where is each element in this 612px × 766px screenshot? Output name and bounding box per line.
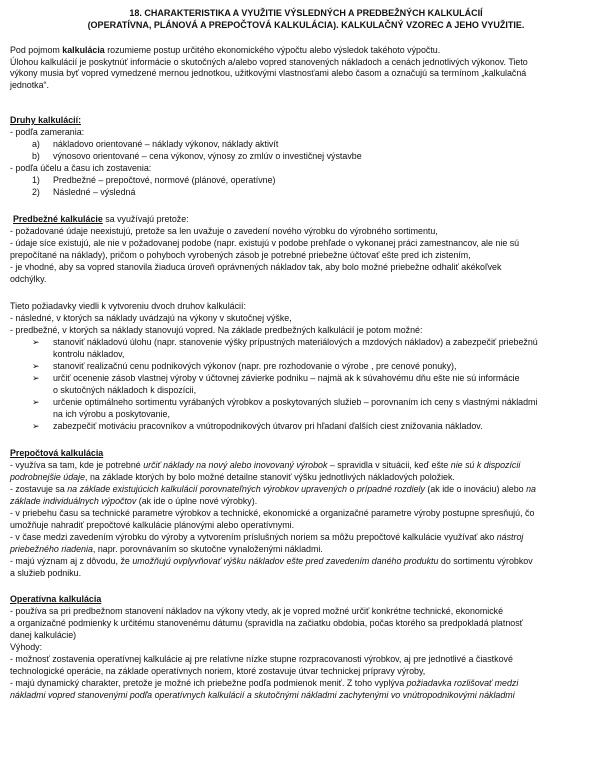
prepoctova-line-3: - zostavuje sa na základe existujúcich kalkulácií porovnateľných výrobkov upravených o prípadné rozdiely (ak ide o inováciu) alebo na (10, 484, 536, 494)
poziadavky-bullet-3-line-2: o skutočných nákladoch k dispozícii, (53, 385, 197, 395)
prepoctova-line-5: - v priebehu času sa technické parametre výrobkov a technické, ekonomické a organizačné parametre výroby postupne spresňujú, čo (10, 508, 535, 518)
druhy-item-2: Následné – výsledná (53, 187, 136, 197)
druhy-item-2-label: 2) (32, 187, 40, 197)
poziadavky-bullet-1-line-1: stanoviť nákladovú úlohu (napr. stanovenie výšky prípustných materiálových a mzdových nákladov) a zabezpečiť priebežnú (53, 337, 538, 347)
prepoctova-line-8: priebežného riadenia, napr. porovnávaním so skutočne vynaloženými nákladmi. (10, 544, 323, 554)
operativna-heading: Operatívna kalkulácia (10, 594, 102, 604)
poziadavky-bullet-5: zabezpečiť motiváciu pracovníkov a vnútropodnikových útvarov pri hľadaní ďalších ciest znižovania nákladov. (53, 421, 483, 431)
poziadavky-bullet-3-line-1: určiť ocenenie zásob vlastnej výroby v účtovnej závierke podniku – najmä ak k súvahovému dňu ešte nie sú informácie (53, 373, 520, 383)
prepoctova-heading: Prepočtová kalkulácia (10, 448, 104, 458)
predbezne-intro: Predbežné kalkulácie sa využívajú pretože: (13, 214, 189, 224)
prepoctova-line-2: podrobnejšie údaje, na základe ktorých by bolo možné detailne stanoviť výšku jednotlivých nákladových položiek. (10, 472, 455, 482)
operativna-line-6: technologické operácie, na základe operatívnych noriem, ktoré zostavuje útvar technickej prípravy výroby, (10, 666, 426, 676)
operativna-line-3: danej kalkulácie) (10, 630, 77, 640)
document-title-line-1: 18. CHARAKTERISTIKA A VYUŽITIE VÝSLEDNÝCH A PREDBEŽNÝCH KALKULÁCIÍ (129, 8, 483, 18)
poziadavky-bullet-4-line-1: určenie optimálneho sortimentu vyrábaných výrobkov a poskytovaných služieb – porovnaním ich ceny s vlastnými nákladmi (53, 397, 538, 407)
druhy-item-b-label: b) (32, 151, 40, 161)
intro-line-4: jednotka“. (10, 80, 49, 90)
druhy-sub-zamerania: - podľa zamerania: (10, 127, 85, 137)
predbezne-line-5: - je vhodné, aby sa vopred stanovila žiaduca úroveň oprávnených nákladov tak, aby bolo možné priebežne odhaliť akékoľvek (10, 262, 502, 272)
prepoctova-line-1: - využíva sa tam, kde je potrebné určiť náklady na nový alebo inovovaný výrobok – spravidla v situácii, keď ešte nie sú k dispozícii (10, 460, 521, 470)
poziadavky-bullet-2: stanoviť realizačnú cenu podnikových výkonov (napr. pre rozhodovanie o výrobe , pre cenové ponuky), (53, 361, 457, 371)
predbezne-line-6: odchýlky. (10, 274, 47, 284)
poziadavky-bullet-1-line-2: kontrolu nákladov, (53, 349, 125, 359)
predbezne-line-2: - požadované údaje neexistujú, pretože sa len uvažuje o zavedení nového výrobku do výrobného sortimentu, (10, 226, 438, 236)
operativna-line-5: - možnosť zostavenia operatívnej kalkulácie aj pre relatívne nízke stupne rozpracovanosti výrobkov, aj pre jednotlivé a čiastkové (10, 654, 513, 664)
druhy-item-b: výnosovo orientované – cena výkonov, výnosy zo zmlúv o investičnej výstavbe (53, 151, 362, 161)
druhy-heading: Druhy kalkulácií: (10, 115, 82, 125)
arrow-bullet-icon: ➢ (32, 361, 40, 371)
druhy-item-1-label: 1) (32, 175, 40, 185)
poziadavky-line-3: - predbežné, v ktorých sa náklady stanovujú vopred. Na základe predbežných kalkulácií je potom možné: (10, 325, 423, 335)
operativna-line-8: nákladmi vopred stanovenými podľa operatívnych kalkulácií a skutočnými nákladmi zachytenými vo vnútropodnikovými nákladmi (10, 690, 515, 700)
poziadavky-line-1: Tieto požiadavky viedli k vytvoreniu dvoch druhov kalkulácií: (10, 301, 246, 311)
poziadavky-bullet-4-line-2: na ich výrobu a poskytovanie, (53, 409, 170, 419)
prepoctova-line-9: - majú význam aj z dôvodu, že umožňujú ovplyvňovať výšku nákladov ešte pred zavedením daného produktu do sortimentu výrobkov (10, 556, 533, 566)
arrow-bullet-icon: ➢ (32, 397, 40, 407)
predbezne-line-4: prepočítané na náklady), pričom o pohyboch vyrobených zásob je potrebné priebežne účtovať ešte pred ich zistením, (10, 250, 471, 260)
operativna-line-1: - používa sa pri predbežnom stanovení nákladov na výkony vtedy, ak je vopred možné určiť konkrétne technické, ekonomické (10, 606, 504, 616)
predbezne-line-3: - údaje síce existujú, ale nie v požadovanej podobe (napr. existujú v podobe prehľade o vykonanej práci zamestnancov, ale nie sú (10, 238, 520, 248)
operativna-vyhody-label: Výhody: (10, 642, 43, 652)
intro-line-2: Úlohou kalkulácií je poskytnúť informácie o skutočných a/alebo vopred stanovených nákladoch a cenách jednotlivých výkonov. Tieto (10, 57, 528, 67)
document-title-line-2: (OPERATÍVNA, PLÁNOVÁ A PREPOČTOVÁ KALKULÁCIA). KALKULAČNÝ VZOREC A JEHO VYUŽITIE. (87, 20, 525, 30)
prepoctova-line-10: a služieb podniku. (10, 568, 82, 578)
druhy-item-a: nákladovo orientované – náklady výkonov, náklady aktivít (53, 139, 279, 149)
druhy-item-a-label: a) (32, 139, 40, 149)
arrow-bullet-icon: ➢ (32, 337, 40, 347)
poziadavky-line-2: - následné, v ktorých sa náklady uvádzajú na výkony v skutočnej výške, (10, 313, 292, 323)
prepoctova-line-6: umožňuje nahradiť prepočtové kalkulácie plánovými alebo operatívnymi. (10, 520, 295, 530)
arrow-bullet-icon: ➢ (32, 373, 40, 383)
prepoctova-line-4: základe individuálnych výpočtov (ak ide o úplne nové výrobky). (10, 496, 258, 506)
operativna-line-7: - majú dynamický charakter, pretože je možné ich priebežne podľa podmienok meniť. Z toho vyplýva požiadavka rozlišovať medzi (10, 678, 519, 688)
operativna-line-2: a organizačné podmienky k určitému stanovenému dátumu (spravidla na začiatku obdobia, počas ktorého sa predpokladá platnosť (10, 618, 523, 628)
druhy-sub-ucelu: - podľa účelu a času ich zostavenia: (10, 163, 152, 173)
intro-line-1: Pod pojmom kalkulácia rozumieme postup určitého ekonomického výpočtu alebo výsledok takéhoto výpočtu. (10, 45, 441, 55)
intro-line-3: výkony musia byť vopred vymedzené mernou jednotkou, užitkovými vlastnosťami alebo časom a označujú sa termínom „kalkulačná (10, 68, 527, 78)
arrow-bullet-icon: ➢ (32, 421, 40, 431)
prepoctova-line-7: - v čase medzi zavedením výrobku do výroby a vytvorením príslušných noriem sa môžu prepočtové kalkulácie využívať ako nástroj (10, 532, 524, 542)
druhy-item-1: Predbežné – prepočtové, normové (plánové, operatívne) (53, 175, 276, 185)
